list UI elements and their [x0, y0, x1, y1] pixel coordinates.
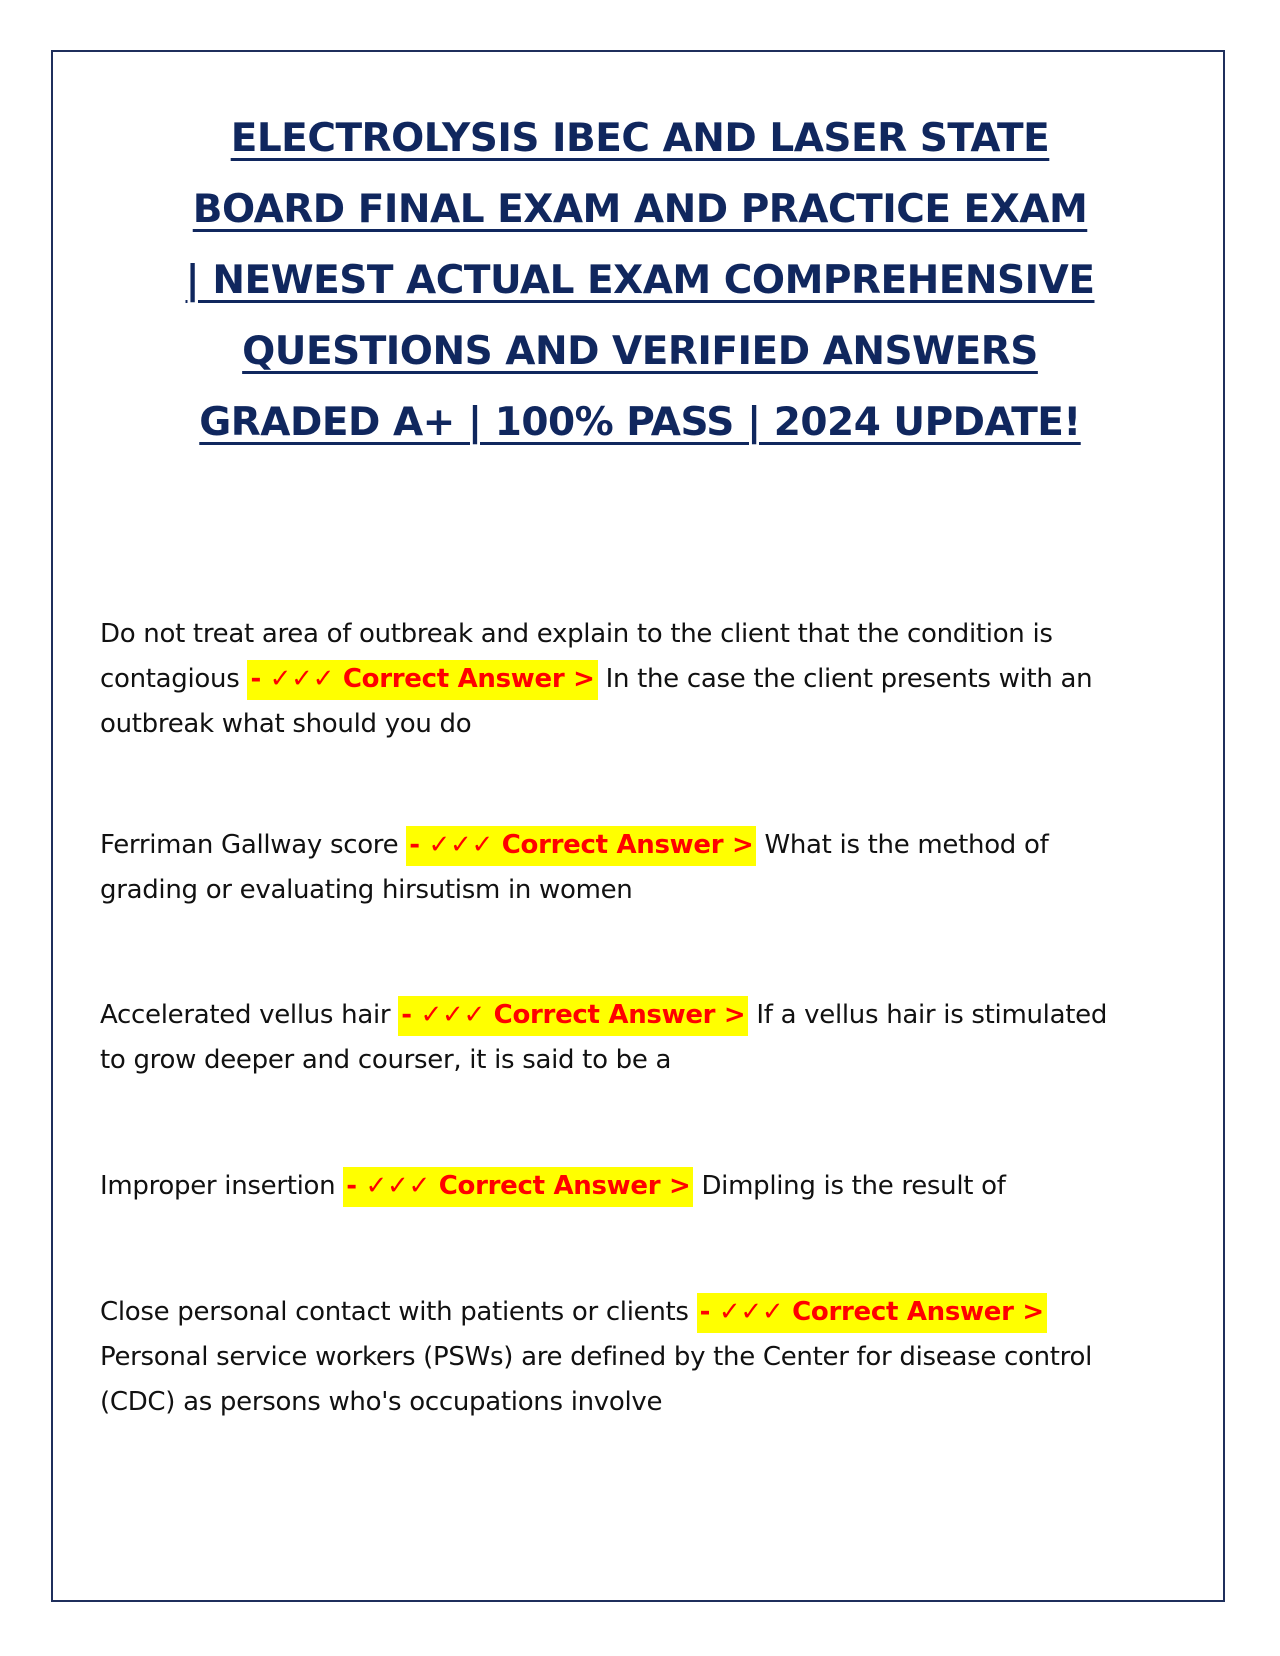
question-text: What is the method of grading or evaluating hirsutism in women	[100, 830, 1049, 905]
correct-answer-marker: - ✓✓✓ Correct Answer >	[343, 1167, 693, 1207]
title-line: BOARD FINAL EXAM AND PRACTICE EXAM	[192, 187, 1088, 232]
title-line: ELECTROLYSIS IBEC AND LASER STATE	[230, 116, 1050, 161]
correct-answer-marker: - ✓✓✓ Correct Answer >	[697, 1293, 1047, 1333]
qa-item	[100, 612, 1110, 747]
correct-answer-marker: - ✓✓✓ Correct Answer >	[398, 996, 748, 1036]
question-text: If a vellus hair is stimulated to grow deeper and courser, it is said to be a	[100, 1000, 1108, 1075]
correct-answer-marker: - ✓✓✓ Correct Answer >	[247, 660, 597, 700]
title-line: GRADED A+ | 100% PASS | 2024 UPDATE!	[199, 400, 1081, 445]
answer-text: Ferriman Gallway score	[100, 830, 399, 860]
question-text: Personal service workers (PSWs) are defined by the Center for disease control (CDC) as persons who's occupations involve	[100, 1342, 1093, 1417]
answer-text: Accelerated vellus hair	[100, 1000, 391, 1030]
answer-text: Close personal contact with patients or clients	[100, 1297, 689, 1327]
question-text: In the case the client presents with an outbreak what should you do	[100, 664, 1093, 739]
qa-item	[100, 1164, 1110, 1209]
answer-text: Do not treat area of outbreak and explain to the client that the condition is contagious	[100, 619, 1053, 694]
qa-item	[100, 1290, 1110, 1425]
title-line: | NEWEST ACTUAL EXAM COMPREHENSIVE	[185, 258, 1095, 303]
answer-text: Improper insertion	[100, 1171, 336, 1201]
title-line: QUESTIONS AND VERIFIED ANSWERS	[242, 329, 1038, 374]
qa-item	[100, 993, 1110, 1083]
document-title	[60, 103, 1220, 458]
question-text: Dimpling is the result of	[701, 1171, 1006, 1201]
correct-answer-marker: - ✓✓✓ Correct Answer >	[406, 826, 756, 866]
qa-item	[100, 823, 1110, 913]
